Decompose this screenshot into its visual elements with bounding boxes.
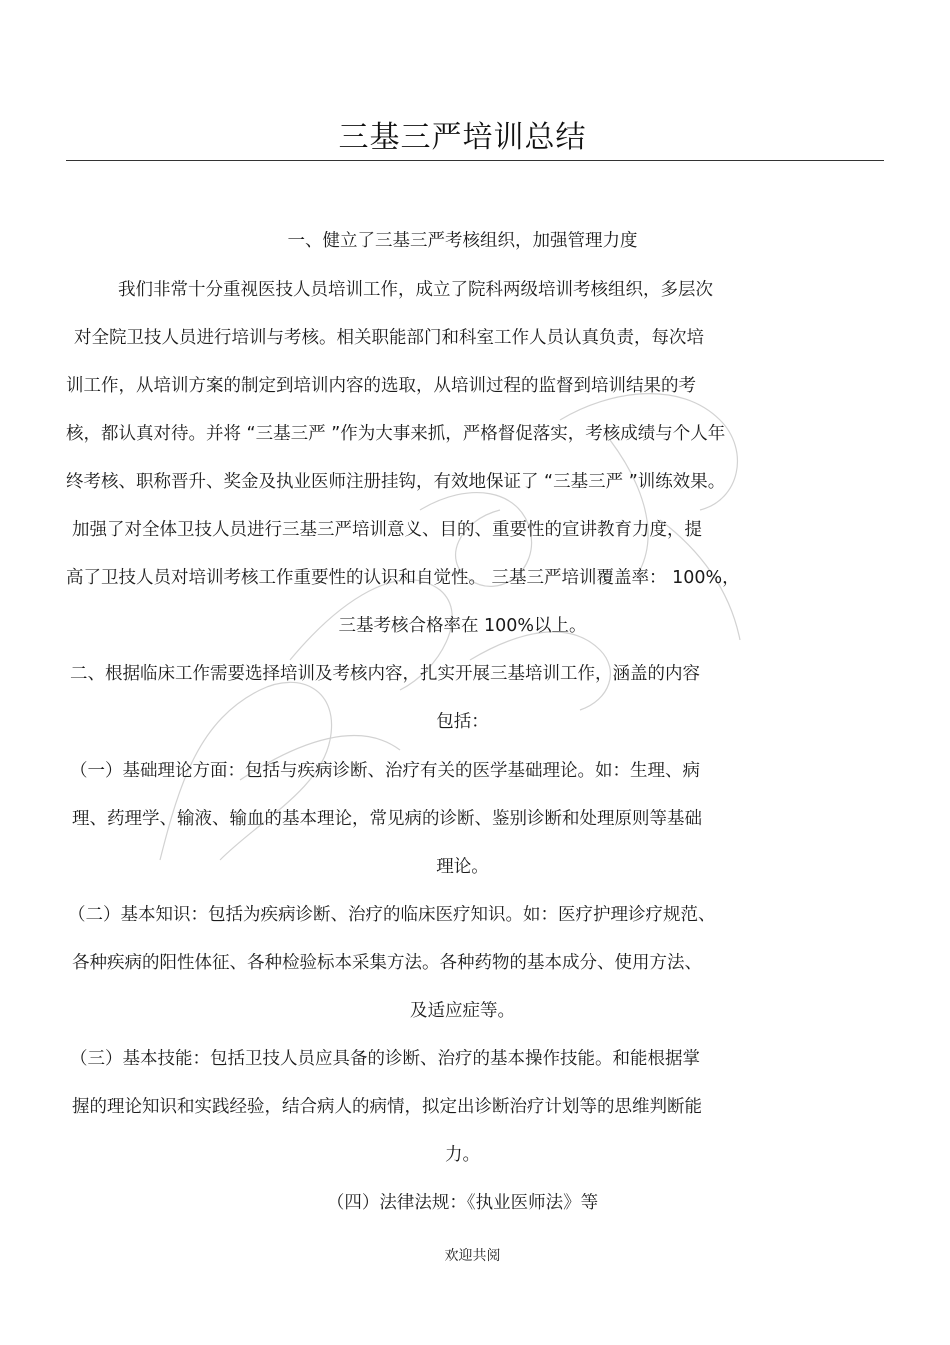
list-item-3: （三）基本技能：包括卫技人员应具备的诊断、治疗的基本操作技能。和能根据掌 [70,1049,700,1069]
list-item-2-line: 各种疾病的阳性体征、各种检验标本采集方法。各种药物的基本成分、使用方法、 [72,953,702,973]
list-item-3-line: 握的理论知识和实践经验，结合病人的病情，拟定出诊断治疗计划等的思维判断能 [72,1097,702,1117]
list-item-2-line: 及适应症等。 [410,1001,515,1021]
section-heading-2: 二、根据临床工作需要选择培训及考核内容，扎实开展三基培训工作，涵盖的内容 [70,664,700,684]
paragraph-line: 对全院卫技人员进行培训与考核。相关职能部门和科室工作人员认真负责，每次培 [74,328,704,348]
paragraph-line: 加强了对全体卫技人员进行三基三严培训意义、目的、重要性的宣讲教育力度，提 [72,520,702,540]
page-footer: 欢迎共阅 [444,1248,501,1264]
list-item-3-line: 力。 [445,1145,480,1165]
list-item-4: （四）法律法规：《执业医师法》等 [326,1193,599,1213]
list-item-1: （一）基础理论方面：包括与疾病诊断、治疗有关的医学基础理论。如：生理、病 [70,761,700,781]
list-item-1-line: 理、药理学、输液、输血的基本理论，常见病的诊断、鉴别诊断和处理原则等基础 [72,809,702,829]
paragraph-line: 高了卫技人员对培训考核工作重要性的认识和自觉性。 三基三严培训覆盖率： 100%， [66,568,740,588]
paragraph-line: 包括： [436,712,489,732]
title-divider [66,160,884,161]
paragraph-line: 终考核、职称晋升、奖金及执业医师注册挂钩，有效地保证了 “三基三严 ”训练效果。 [66,472,726,492]
paragraph-line: 三基考核合格率在 100%以上。 [338,616,587,636]
page-title: 三基三严培训总结 [338,120,587,155]
list-item-1-line: 理论。 [436,857,489,877]
paragraph-line: 我们非常十分重视医技人员培训工作，成立了院科两级培训考核组织，多层次 [118,280,713,300]
paragraph-line: 核，都认真对待。并将 “三基三严 ”作为大事来抓，严格督促落实，考核成绩与个人年 [66,424,726,444]
list-item-2: （二）基本知识：包括为疾病诊断、治疗的临床医疗知识。如：医疗护理诊疗规范、 [68,905,716,925]
section-heading-1: 一、健立了三基三严考核组织，加强管理力度 [287,231,638,251]
paragraph-line: 训工作，从培训方案的制定到培训内容的选取，从培训过程的监督到培训结果的考 [66,376,696,396]
